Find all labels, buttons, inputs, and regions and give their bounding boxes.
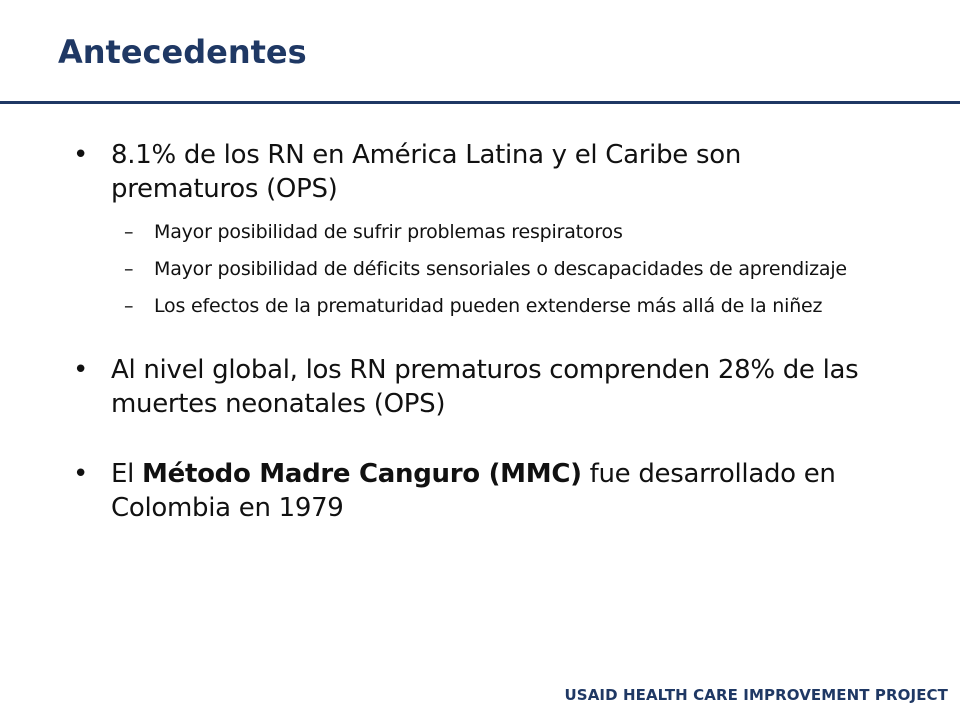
bullet-dot-icon: • xyxy=(73,355,89,385)
footer-project-name: USAID HEALTH CARE IMPROVEMENT PROJECT xyxy=(564,686,948,704)
sub-bullet-text: Mayor posibilidad de sufrir problemas respiratoros xyxy=(154,221,623,243)
sub-bullet-text: Los efectos de la prematuridad pueden extenderse más allá de la niñez xyxy=(154,295,823,317)
bullet-list xyxy=(72,138,862,525)
bullet-text-tail: fue desarrollado en Colombia en 1979 xyxy=(111,459,836,523)
bullet-item xyxy=(72,457,862,525)
sub-bullet-item xyxy=(72,292,862,320)
bullet-text-lead: El xyxy=(111,459,143,489)
sub-bullet-list xyxy=(72,218,862,320)
bullet-text-emphasis: Método Madre Canguro (MMC) xyxy=(142,459,582,489)
sub-bullet-item xyxy=(72,255,862,283)
bullet-text: Al nivel global, los RN prematuros comprenden 28% de las muertes neonatales (OPS) xyxy=(111,355,859,419)
dash-icon: – xyxy=(124,221,134,243)
dash-icon: – xyxy=(124,295,134,317)
sub-bullet-item xyxy=(72,218,862,246)
spacer xyxy=(72,421,862,457)
title-divider xyxy=(0,101,960,104)
bullet-dot-icon: • xyxy=(73,459,89,489)
bullet-item xyxy=(72,353,862,421)
bullet-item xyxy=(72,138,862,206)
bullet-text xyxy=(111,459,836,523)
sub-bullet-text: Mayor posibilidad de déficits sensoriales o descapacidades de aprendizaje xyxy=(154,258,847,280)
bullet-text: 8.1% de los RN en América Latina y el Caribe son prematuros (OPS) xyxy=(111,140,742,204)
spacer xyxy=(72,329,862,353)
dash-icon: – xyxy=(124,258,134,280)
slide-title: Antecedentes xyxy=(58,33,307,71)
bullet-dot-icon: • xyxy=(73,140,89,170)
